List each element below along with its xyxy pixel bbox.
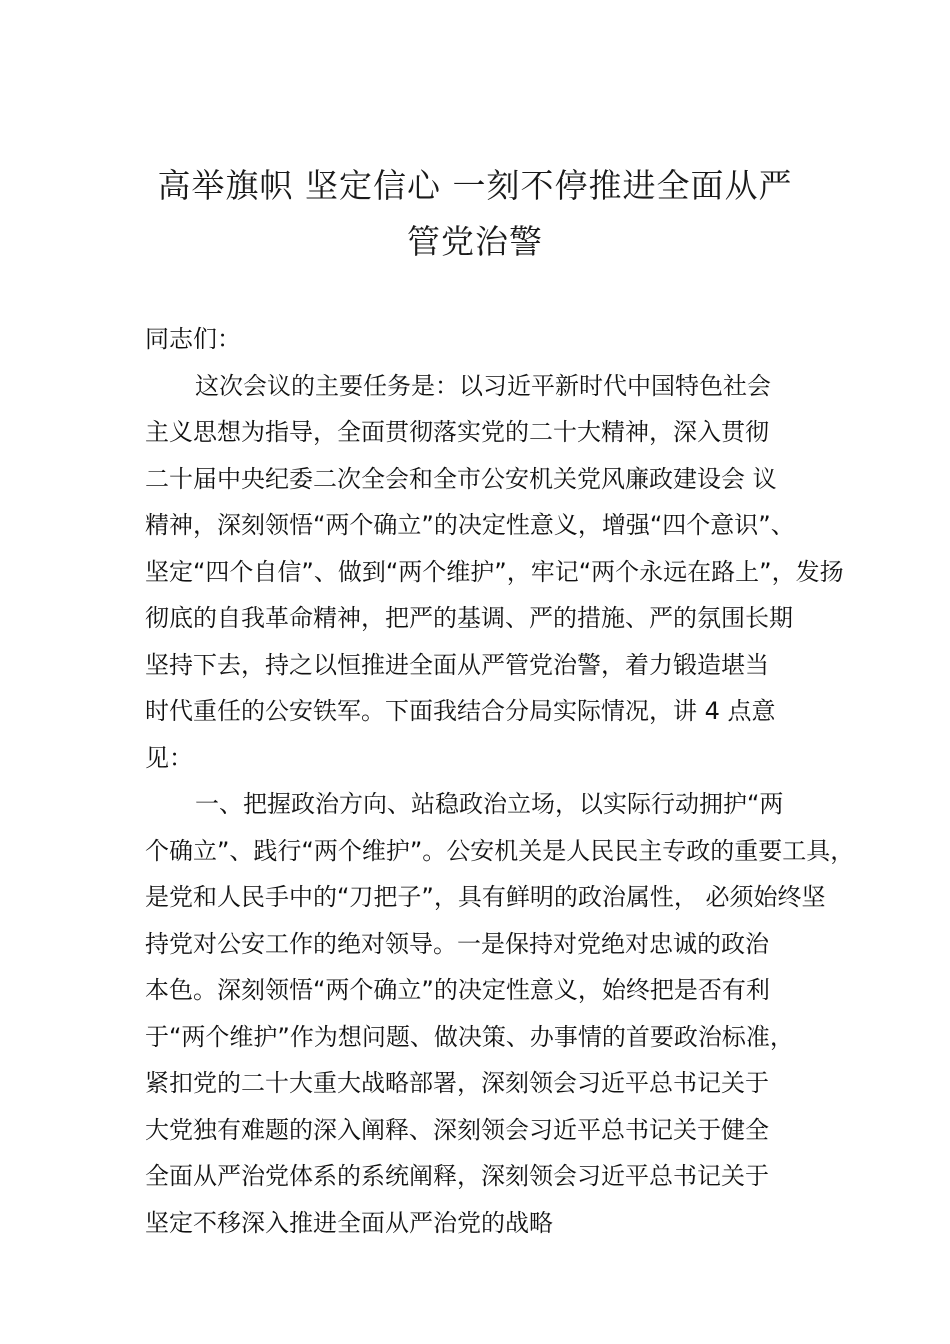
body-line-10: 一、把握政治方向、站稳政治立场，以实际行动拥护“两 <box>195 790 784 818</box>
body-line-5: 坚定“四个自信”、做到“两个维护”，牢记“两个永远在路上”，发扬 <box>145 557 844 586</box>
body-line-2: 主义思想为指导，全面贯彻落实党的二十大精神，深入贯彻 <box>145 418 769 446</box>
body-line-15: 于“两个维护”作为想问题、做决策、办事情的首要政治标准， <box>145 1022 794 1051</box>
document-body <box>145 316 855 1246</box>
title-line-2: 管党治警 <box>407 222 543 261</box>
body-line-12: 是党和人民手中的“刀把子”，具有鲜明的政治属性， 必须始终坚 <box>145 883 826 911</box>
body-line-6: 彻底的自我革命精神，把严的基调、严的措施、严的氛围长期 <box>145 604 793 632</box>
body-line-1: 这次会议的主要任务是：以习近平新时代中国特色社会 <box>195 371 771 400</box>
body-line-19: 坚定不移深入推进全面从严治党的战略 <box>145 1208 553 1237</box>
body-line-17: 大党独有难题的深入阐释、深刻领会习近平总书记关于健全 <box>145 1115 769 1144</box>
title-line-1: 高举旗帜 坚定信心 一刻不停推进全面从严 <box>157 166 793 205</box>
body-line-18: 全面从严治党体系的系统阐释，深刻领会习近平总书记关于 <box>145 1162 769 1190</box>
body-line-11: 个确立”、践行“两个维护”。公安机关是人民民主专政的重要工具， <box>145 836 855 865</box>
body-line-8: 时代重任的公安铁军。下面我结合分局实际情况，讲 4 点意 <box>145 697 776 725</box>
body-line-13: 持党对公安工作的绝对领导。一是保持对党绝对忠诚的政治 <box>145 929 769 958</box>
body-line-4: 精神，深刻领悟“两个确立”的决定性意义，增强“四个意识”、 <box>145 511 795 539</box>
salutation: 同志们： <box>145 325 241 353</box>
body-line-14: 本色。深刻领悟“两个确立”的决定性意义，始终把是否有利 <box>145 976 770 1004</box>
body-line-9: 见： <box>145 743 193 772</box>
body-line-7: 坚持下去，持之以恒推进全面从严管党治警，着力锻造堪当 <box>145 650 769 679</box>
body-line-16: 紧扣党的二十大重大战略部署，深刻领会习近平总书记关于 <box>145 1069 769 1097</box>
document-title <box>120 158 830 270</box>
body-line-3: 二十届中央纪委二次全会和全市公安机关党风廉政建设会 议 <box>145 464 777 493</box>
